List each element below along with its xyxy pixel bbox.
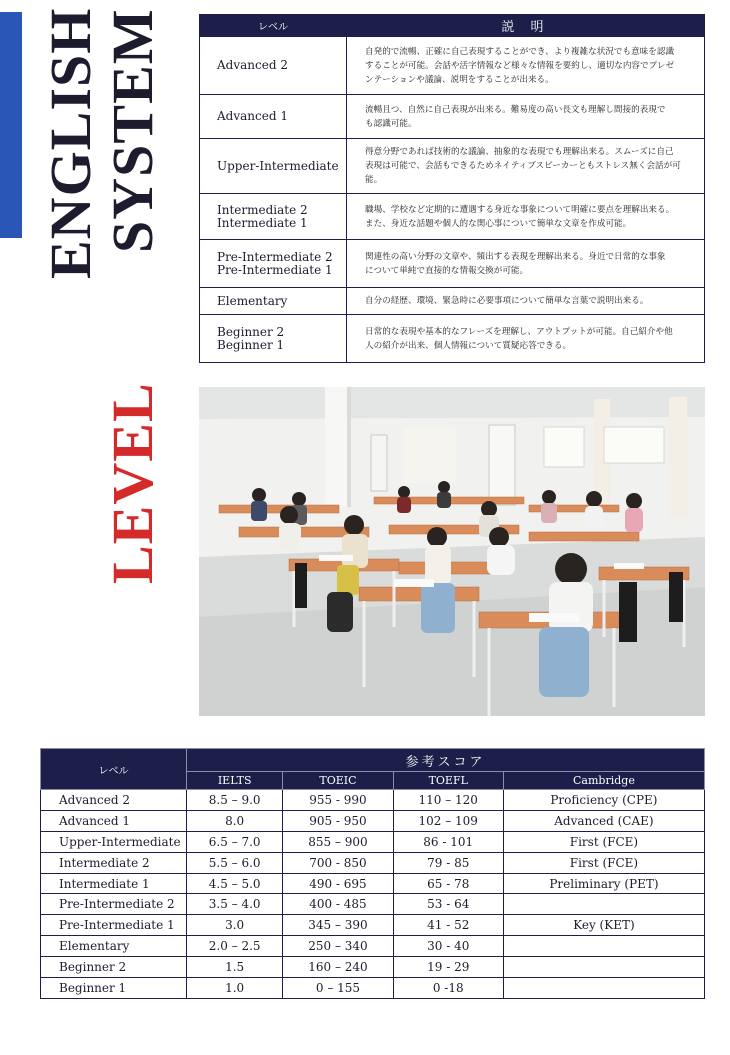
score-level: Advanced 1 <box>41 810 187 831</box>
score-level: Beginner 2 <box>41 957 187 978</box>
toeic-score: 700 - 850 <box>283 852 393 873</box>
level-description <box>347 37 705 95</box>
classroom-photo-illustration <box>199 387 705 716</box>
level-description <box>347 240 705 288</box>
score-level: Pre-Intermediate 2 <box>41 894 187 915</box>
toeic-score: 0 – 155 <box>283 978 393 999</box>
cambridge-level <box>503 957 704 978</box>
toefl-score: 41 - 52 <box>393 915 503 936</box>
score-level: Intermediate 2 <box>41 852 187 873</box>
level-description-text: 日常的な表現や基本的なフレーズを理解し、アウトプットが可能。自己紹介や他 人の紹介が出来、個人情報について質疑応答できる。 <box>365 326 673 351</box>
ielts-score: 4.5 – 5.0 <box>187 873 283 894</box>
score-level: Upper-Intermediate <box>41 831 187 852</box>
level-row <box>200 194 705 240</box>
score-row <box>41 894 705 915</box>
toeic-score: 955 - 990 <box>283 790 393 811</box>
classroom-exam-photo <box>199 387 705 716</box>
score-level: Pre-Intermediate 1 <box>41 915 187 936</box>
ielts-score: 6.5 – 7.0 <box>187 831 283 852</box>
title-system: SYSTEM <box>100 8 165 253</box>
level-row <box>200 315 705 363</box>
ielts-score: 3.5 – 4.0 <box>187 894 283 915</box>
score-header-level: レベル <box>41 749 187 790</box>
toefl-score: 79 - 85 <box>393 852 503 873</box>
score-row <box>41 790 705 811</box>
column-ielts: IELTS <box>187 772 283 790</box>
level-description-text: 得意分野であれば技術的な議論、抽象的な表現でも理解出来る。スムーズに自己 表現は可能で、会話もできるためネイティブスピーカーともストレス無く会話が可能。 <box>365 147 681 185</box>
level-description-text: 職場、学校など定期的に遭遇する身近な事象について明確に要点を理解出来る。 また、身近な話題や個人的な関心事について簡単な文章を作成可能。 <box>365 204 675 229</box>
score-row <box>41 810 705 831</box>
toeic-score: 490 - 695 <box>283 873 393 894</box>
reference-score-table <box>40 748 705 999</box>
level-row <box>200 95 705 139</box>
toeic-score: 905 - 950 <box>283 810 393 831</box>
level-description-text: 自分の経歴、環境、緊急時に必要事項について簡単な言葉で説明出来る。 <box>365 296 649 306</box>
ielts-score: 8.5 – 9.0 <box>187 790 283 811</box>
title-level: LEVEL <box>100 382 165 584</box>
toefl-score: 110 – 120 <box>393 790 503 811</box>
score-level: Intermediate 1 <box>41 873 187 894</box>
cambridge-level <box>503 978 704 999</box>
cambridge-level: First (FCE) <box>503 852 704 873</box>
toefl-score: 65 - 78 <box>393 873 503 894</box>
level-row <box>200 240 705 288</box>
score-level: Beginner 1 <box>41 978 187 999</box>
level-name: Beginner 2 Beginner 1 <box>200 315 347 363</box>
column-cambridge: Cambridge <box>503 772 704 790</box>
level-description <box>347 288 705 315</box>
ielts-score: 2.0 – 2.5 <box>187 936 283 957</box>
level-description-text: 流暢且つ、自然に自己表現が出来る。難易度の高い長文も理解し間接的表現で も認識可能。 <box>365 104 666 129</box>
score-row <box>41 852 705 873</box>
level-row <box>200 288 705 315</box>
cambridge-level <box>503 894 704 915</box>
score-row <box>41 831 705 852</box>
toeic-score: 250 – 340 <box>283 936 393 957</box>
level-description-table <box>199 14 705 363</box>
level-name: Advanced 2 <box>200 37 347 95</box>
cambridge-level: Preliminary (PET) <box>503 873 704 894</box>
cambridge-level: Advanced (CAE) <box>503 810 704 831</box>
level-row <box>200 37 705 95</box>
level-name: Pre-Intermediate 2 Pre-Intermediate 1 <box>200 240 347 288</box>
level-description <box>347 194 705 240</box>
level-row <box>200 139 705 194</box>
toefl-score: 30 - 40 <box>393 936 503 957</box>
toeic-score: 400 - 485 <box>283 894 393 915</box>
toeic-score: 855 – 900 <box>283 831 393 852</box>
score-row <box>41 978 705 999</box>
cambridge-level: Key (KET) <box>503 915 704 936</box>
ielts-score: 1.0 <box>187 978 283 999</box>
score-row <box>41 873 705 894</box>
toeic-score: 345 – 390 <box>283 915 393 936</box>
score-header-reference: 参考スコア <box>187 749 705 772</box>
score-row <box>41 915 705 936</box>
level-name: Upper-Intermediate <box>200 139 347 194</box>
header-description: 説 明 <box>347 15 705 37</box>
toefl-score: 19 - 29 <box>393 957 503 978</box>
cambridge-level <box>503 936 704 957</box>
ielts-score: 5.5 – 6.0 <box>187 852 283 873</box>
score-row <box>41 936 705 957</box>
cambridge-level: First (FCE) <box>503 831 704 852</box>
toefl-score: 86 - 101 <box>393 831 503 852</box>
ielts-score: 1.5 <box>187 957 283 978</box>
toefl-score: 0 -18 <box>393 978 503 999</box>
level-name: Advanced 1 <box>200 95 347 139</box>
cambridge-level: Proficiency (CPE) <box>503 790 704 811</box>
level-name: Intermediate 2 Intermediate 1 <box>200 194 347 240</box>
level-description <box>347 95 705 139</box>
level-description-text: 自発的で流暢、正確に自己表現することができ、より複雑な状況でも意味を認識 することが可能。会話や活字情報など様々な情報を要約し、適切な内容でプレゼ ンテーションや議論、説明をすることが出来る。 <box>365 46 675 85</box>
header-level: レベル <box>200 15 347 37</box>
ielts-score: 8.0 <box>187 810 283 831</box>
toeic-score: 160 – 240 <box>283 957 393 978</box>
accent-bar <box>0 12 22 238</box>
ielts-score: 3.0 <box>187 915 283 936</box>
toefl-score: 53 - 64 <box>393 894 503 915</box>
score-level: Advanced 2 <box>41 790 187 811</box>
level-name: Elementary <box>200 288 347 315</box>
title-english: ENGLISH <box>38 8 103 280</box>
level-description <box>347 139 705 194</box>
level-description-text: 関連性の高い分野の文章や、頻出する表現を理解出来る。身近で日常的な事象 について単純で直接的な情報交換が可能。 <box>365 251 666 276</box>
toefl-score: 102 – 109 <box>393 810 503 831</box>
score-level: Elementary <box>41 936 187 957</box>
level-description <box>347 315 705 363</box>
score-row <box>41 957 705 978</box>
column-toeic: TOEIC <box>283 772 393 790</box>
column-toefl: TOEFL <box>393 772 503 790</box>
